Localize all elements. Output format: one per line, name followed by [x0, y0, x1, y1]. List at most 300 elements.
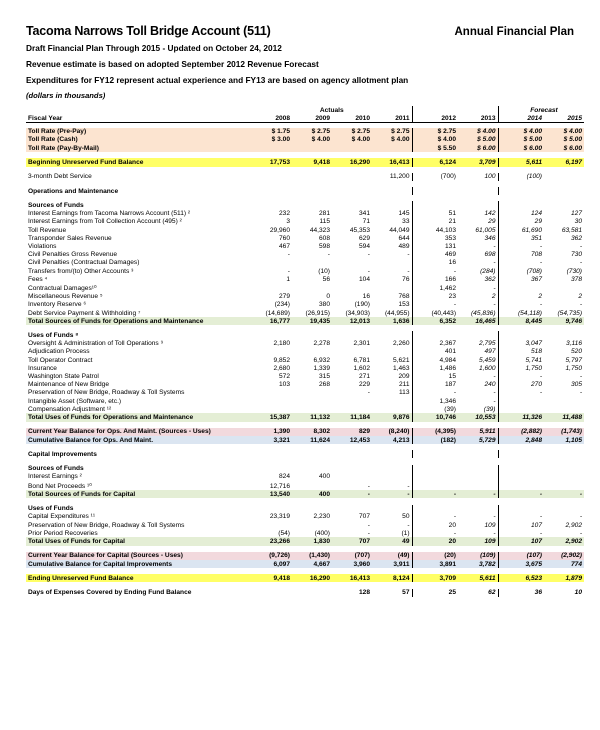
row-label: Total Uses of Funds for Capital	[26, 537, 252, 545]
cell-2014: (2,882)	[504, 428, 544, 436]
cell-2010: (707)	[332, 552, 372, 560]
cell-2015: 1,105	[544, 436, 584, 444]
cell-2010: 594	[358, 243, 370, 251]
row-label: Capital Improvements	[28, 450, 97, 458]
cell-2010: 16	[362, 293, 370, 301]
table-row-bond-net-proceeds	[26, 481, 584, 490]
table-row-interest-earnings	[26, 473, 584, 481]
cell-2013: $ 5.00	[458, 136, 498, 144]
cell-2012: (39)	[444, 405, 457, 413]
cell-2015: 1,750	[565, 364, 583, 372]
cell-2009: 115	[319, 218, 330, 226]
cell-2009: 598	[318, 243, 330, 251]
cell-2015: 30	[574, 218, 583, 226]
cell-2012: 1,462	[439, 284, 457, 292]
cell-2011: 3,911	[372, 560, 412, 568]
cell-2013	[458, 473, 498, 481]
cell-2012: 23	[448, 293, 457, 301]
cell-2010: -	[367, 529, 370, 537]
cell-2013: 346	[484, 234, 496, 242]
row-label: Preservation of New Bridge, Roadway & Toll Systems	[28, 521, 185, 529]
cell-2014: 61,690	[521, 226, 543, 234]
cell-2008: 23,266	[252, 537, 292, 545]
cell-2010: 104	[358, 275, 370, 283]
row-label: Compensation Adjustment ¹²	[28, 405, 112, 413]
cell-2013: 10,553	[458, 413, 498, 421]
cell-2011	[372, 450, 412, 458]
cell-2015	[544, 283, 584, 292]
cell-2012: (40,443)	[431, 309, 457, 317]
cell-2013: 3,782	[458, 560, 498, 568]
cell-2014: 5,611	[504, 158, 544, 166]
cell-2015	[544, 331, 584, 339]
row-label: Prior Period Recoveries	[28, 529, 98, 537]
cell-2012: 21	[448, 218, 457, 226]
cell-2008: $ 1.75	[252, 128, 292, 136]
cell-2012	[418, 465, 458, 473]
cell-2014: 270	[531, 381, 543, 389]
table-year-header	[26, 114, 584, 123]
row-label: Operations and Maintenance	[28, 187, 119, 195]
cell-2008	[252, 589, 292, 597]
row-label: Toll Rate (Pre-Pay)	[26, 128, 252, 136]
cell-2015: 2,902	[565, 521, 583, 529]
cell-2009: 0	[326, 293, 330, 301]
cell-2011	[372, 465, 412, 473]
cell-2015: 378	[571, 275, 583, 283]
cell-2012: 20	[418, 537, 458, 545]
cell-2015: -	[579, 259, 583, 267]
cell-2013	[458, 481, 498, 490]
units-note: (dollars in thousands)	[26, 91, 106, 101]
cell-2009: 44,323	[309, 226, 330, 234]
row-label: Cumulative Balance for Ops. And Maint.	[26, 436, 252, 444]
cell-2012	[418, 187, 458, 195]
cell-2012: 15	[448, 373, 457, 381]
cell-2015	[544, 473, 584, 481]
cell-2011: 113	[399, 389, 410, 397]
cell-2011: -	[407, 267, 410, 275]
cell-2014	[504, 473, 544, 481]
cell-2010	[332, 405, 372, 413]
cell-2008	[252, 173, 292, 181]
cell-2014: $ 6.00	[504, 144, 544, 152]
cell-2013: (39)	[483, 405, 496, 413]
table-row-civil-penalties-contractual-damages	[26, 259, 584, 267]
row-label: Sources of Funds	[28, 202, 84, 210]
cell-2012: 1,346	[439, 397, 457, 405]
cell-2008	[252, 450, 292, 458]
cell-2009: 19,435	[292, 317, 332, 325]
cell-2011: -	[407, 521, 410, 529]
cell-2015: 1,879	[544, 574, 584, 582]
cell-2014	[504, 505, 544, 513]
table-row-current-year-balance-for-capital-sources-uses	[26, 552, 584, 560]
table-row-transponder-sales-revenue	[26, 234, 584, 242]
cell-2010: 829	[332, 428, 372, 436]
cell-2010	[332, 505, 372, 513]
cell-2012: $ 2.75	[418, 128, 458, 136]
cell-2011: 16,413	[372, 158, 412, 166]
table-row-toll-revenue	[26, 226, 584, 234]
cell-2013: 62	[488, 589, 496, 597]
cell-2009: -	[327, 251, 330, 259]
cell-2012: 6,352	[418, 317, 458, 325]
cell-2008	[252, 465, 292, 473]
cell-2009	[292, 405, 332, 413]
cell-2014: -	[539, 529, 543, 537]
cell-2008: 824	[278, 473, 290, 481]
cell-2015: (1,743)	[544, 428, 584, 436]
cell-2010: -	[367, 251, 370, 259]
cell-2011: 153	[398, 301, 410, 309]
cell-2014: (100)	[526, 173, 543, 181]
cell-2012: 44,103	[435, 226, 457, 234]
cell-2015: 362	[571, 234, 583, 242]
cell-2008: 3,321	[252, 436, 292, 444]
row-label: Intangible Asset (Software, etc.)	[28, 397, 122, 405]
year-header-2011: 2011	[372, 114, 412, 123]
cell-2011: (1)	[401, 529, 410, 537]
cell-2011: -	[372, 490, 412, 498]
table-row-transfers-from-to-other-accounts	[26, 267, 584, 275]
title-row	[26, 24, 574, 38]
table-row-preservation-of-new-bridge-roadway-toll-systems	[26, 521, 584, 529]
cell-2011: 1,636	[372, 317, 412, 325]
row-label: Capital Expenditures ¹¹	[28, 513, 96, 521]
year-header-2012: 2012	[418, 114, 458, 123]
cell-2014: 5,741	[525, 356, 543, 364]
cell-2015: 127	[571, 210, 583, 218]
cell-2011	[372, 348, 412, 356]
row-label: Transponder Sales Revenue	[28, 234, 112, 242]
row-label: Transfers from/(to) Other Accounts ³	[28, 267, 134, 275]
row-label: Maintenance of New Bridge	[28, 381, 110, 389]
cell-2008: (234)	[274, 301, 290, 309]
cell-2008	[252, 144, 292, 152]
cell-2009: 2,230	[313, 513, 330, 521]
financial-table	[26, 106, 584, 597]
cell-2015: -	[579, 243, 583, 251]
cell-2010: (190)	[354, 301, 370, 309]
table-row-compensation-adjustment	[26, 405, 584, 413]
cell-2012: $ 5.50	[418, 144, 458, 152]
cell-2012	[418, 331, 458, 339]
cell-2015: -	[579, 301, 583, 309]
row-label: Violations	[28, 243, 57, 251]
cell-2009: 1,830	[292, 537, 332, 545]
table-row-total-uses-of-funds-for-capital	[26, 537, 584, 545]
actuals-header: Actuals	[319, 106, 344, 114]
cell-2012: 6,124	[418, 158, 458, 166]
cell-2010: 71	[362, 218, 370, 226]
row-label: Total Sources of Funds for Operations and Maintenance	[26, 317, 252, 325]
cell-2013: -	[493, 373, 496, 381]
cell-2009: 400	[318, 473, 330, 481]
table-row-civil-penalties-gross-revenue	[26, 251, 584, 259]
year-header-2009: 2009	[292, 114, 332, 123]
cell-2014: (54,118)	[517, 309, 543, 317]
cell-2015: (54,735)	[557, 309, 583, 317]
cell-2013: 109	[458, 537, 498, 545]
cell-2015	[544, 450, 584, 458]
cell-2012: 20	[448, 521, 457, 529]
cell-2009: 2,278	[313, 340, 330, 348]
row-label: Beginning Unreserved Fund Balance	[26, 158, 252, 166]
header-note-2: Revenue estimate is based on adopted September 2012 Revenue Forecast	[26, 59, 319, 70]
cell-2009: 56	[322, 275, 330, 283]
cell-2009	[292, 389, 332, 397]
cell-2014	[504, 201, 544, 209]
financial-table-body	[26, 106, 584, 597]
cell-2015: -	[579, 513, 583, 521]
forecast-header: Forecast	[530, 106, 558, 114]
cell-2009	[292, 173, 332, 181]
cell-2010	[332, 348, 372, 356]
cell-2009	[292, 450, 332, 458]
cell-2012	[418, 481, 458, 490]
cell-2008: 16,777	[252, 317, 292, 325]
row-label: Total Sources of Funds for Capital	[26, 490, 252, 498]
cell-2011: 211	[399, 381, 410, 389]
cell-2009	[292, 259, 332, 267]
cell-2009: 11,624	[292, 436, 332, 444]
cell-2013: 362	[484, 275, 496, 283]
cell-2011: 76	[402, 275, 410, 283]
cell-2011	[372, 405, 412, 413]
cell-2012: 16	[448, 259, 457, 267]
cell-2013	[458, 465, 498, 473]
row-label: Days of Expenses Covered by Ending Fund Balance	[28, 589, 192, 597]
cell-2011	[372, 144, 412, 152]
cell-2010: 2,301	[353, 340, 370, 348]
cell-2014: 107	[504, 537, 544, 545]
cell-2013: $ 4.00	[458, 128, 498, 136]
cell-2010: $ 2.75	[332, 128, 372, 136]
cell-2014: 6,523	[504, 574, 544, 582]
cell-2009	[292, 521, 332, 529]
table-row-interest-earnings-from-tacoma-narrows-account-51	[26, 210, 584, 218]
table-row-operations-and-maintenance	[26, 187, 584, 195]
cell-2013	[458, 450, 498, 458]
cell-2014: 11,326	[504, 413, 544, 421]
fiscal-year-label: Fiscal Year	[26, 114, 252, 123]
cell-2012: 353	[445, 234, 457, 242]
cell-2011: 145	[398, 210, 410, 218]
cell-2011: 9,876	[372, 413, 412, 421]
cell-2013: -	[493, 397, 496, 405]
cell-2015: 5,797	[565, 356, 583, 364]
cell-2014: -	[539, 373, 543, 381]
table-row-washington-state-patrol	[26, 372, 584, 380]
cell-2008: 29,960	[269, 226, 290, 234]
cell-2009: 400	[292, 490, 332, 498]
table-row-miscellaneous-revenue	[26, 293, 584, 301]
table-row-preservation-of-new-bridge-roadway-toll-systems	[26, 389, 584, 397]
cell-2009: (1,430)	[292, 552, 332, 560]
cell-2015: 6,197	[544, 158, 584, 166]
cell-2009: 268	[318, 381, 330, 389]
cell-2013: 5,611	[458, 574, 498, 582]
cell-2008	[252, 187, 292, 195]
table-row-toll-rate-pre-pay	[26, 128, 584, 136]
cell-2009	[292, 348, 332, 356]
cell-2008: $ 3.00	[252, 136, 292, 144]
cell-2009	[292, 331, 332, 339]
row-label: Interest Earnings from Toll Collection Account (495) ²	[28, 218, 182, 226]
row-label: Ending Unreserved Fund Balance	[26, 574, 252, 582]
cell-2012	[418, 201, 458, 209]
cell-2015: 730	[571, 251, 583, 259]
cell-2011: 489	[398, 243, 410, 251]
cell-2015: $ 4.00	[544, 128, 584, 136]
cell-2011: 49	[372, 537, 412, 545]
cell-2011: $ 4.00	[372, 136, 412, 144]
cell-2012: 401	[445, 348, 457, 356]
cell-2015: 63,581	[561, 226, 583, 234]
cell-2014: 36	[534, 589, 543, 597]
cell-2015	[544, 465, 584, 473]
table-row-fees	[26, 275, 584, 283]
cell-2011: 209	[398, 373, 410, 381]
cell-2010: 629	[358, 234, 370, 242]
header-note-3: Expenditures for FY12 represent actual experience and FY13 are based on agency allotment plan	[26, 75, 409, 86]
table-row-oversight-administration-of-toll-operations	[26, 340, 584, 348]
cell-2012	[418, 505, 458, 513]
row-label: Washington State Patrol	[28, 373, 99, 381]
cell-2011: 11,200	[389, 173, 410, 181]
cell-2014: 518	[531, 348, 543, 356]
row-label: Total Uses of Funds for Operations and Maintenance	[26, 413, 252, 421]
row-label: Preservation of New Bridge, Roadway & Toll Systems	[28, 389, 185, 397]
header-note-1: Draft Financial Plan Through 2015 - Updated on October 24, 2012	[26, 43, 282, 53]
cell-2009	[292, 283, 332, 292]
cell-2013	[458, 505, 498, 513]
cell-2011: 2,260	[393, 340, 410, 348]
cell-2009: 4,667	[292, 560, 332, 568]
cell-2015: $ 6.00	[544, 144, 584, 152]
table-row-capital-expenditures	[26, 513, 584, 521]
cell-2014: $ 4.00	[504, 128, 544, 136]
row-label: 3-month Debt Service	[28, 173, 92, 181]
cell-2014: 29	[534, 218, 543, 226]
cell-2012: 51	[448, 210, 457, 218]
cell-2009: 1,339	[313, 364, 330, 372]
table-row-maintenance-of-new-bridge	[26, 381, 584, 389]
table-row-capital-improvements	[26, 450, 584, 458]
table-row-prior-period-recoveries	[26, 529, 584, 537]
row-label: Toll Revenue	[28, 226, 67, 234]
row-label: Contractual Damages¹⁰	[28, 284, 97, 292]
table-row-beginning-unreserved-fund-balance	[26, 158, 584, 166]
cell-2015: -	[579, 529, 583, 537]
cell-2008	[252, 331, 292, 339]
cell-2012	[418, 473, 458, 481]
cell-2008: 572	[278, 373, 290, 381]
cell-2014	[504, 465, 544, 473]
cell-2010: 1,602	[353, 364, 370, 372]
cell-2012: $ 4.00	[418, 136, 458, 144]
cell-2010: 229	[358, 381, 370, 389]
cell-2011: $ 2.75	[372, 128, 412, 136]
year-header-2014: 2014	[504, 114, 544, 123]
cell-2015: -	[579, 373, 583, 381]
cell-2013: 109	[484, 521, 496, 529]
cell-2010	[332, 450, 372, 458]
cell-2008: 3	[286, 218, 290, 226]
cell-2015: 11,488	[544, 413, 584, 421]
cell-2009: 281	[318, 210, 330, 218]
cell-2013: 5,459	[479, 356, 496, 364]
table-row-cumulative-balance-for-capital-improvements	[26, 560, 584, 568]
cell-2011: 50	[402, 513, 410, 521]
cell-2013: 142	[484, 210, 496, 218]
cell-2014: 2,848	[504, 436, 544, 444]
cell-2012: (700)	[440, 173, 457, 181]
cell-2015: -	[544, 490, 584, 498]
row-label: Debt Service Payment & Withholding ⁷	[28, 309, 141, 317]
cell-2010	[332, 465, 372, 473]
cell-2014: 3,675	[504, 560, 544, 568]
cell-2008: 13,540	[252, 490, 292, 498]
table-row-total-uses-of-funds-for-operations-and-maintenan	[26, 413, 584, 421]
cell-2010	[332, 259, 372, 267]
cell-2009	[292, 397, 332, 405]
cell-2015: 774	[544, 560, 584, 568]
cell-2013: -	[493, 389, 496, 397]
cell-2015	[544, 505, 584, 513]
cell-2013: -	[493, 513, 496, 521]
cell-2015: (730)	[566, 267, 583, 275]
cell-2008: -	[287, 267, 290, 275]
cell-2009: 315	[318, 373, 330, 381]
cell-2013: -	[493, 284, 496, 292]
cell-2010	[332, 397, 372, 405]
cell-2012: -	[453, 513, 457, 521]
cell-2008: 17,753	[252, 158, 292, 166]
cell-2009: 608	[318, 234, 330, 242]
table-row-intangible-asset-software-etc	[26, 397, 584, 405]
cell-2015	[544, 397, 584, 405]
year-header-2015: 2015	[544, 114, 584, 123]
cell-2009	[292, 481, 332, 490]
cell-2011	[372, 331, 412, 339]
cell-2013: 2	[491, 293, 496, 301]
cell-2008: 2,680	[273, 364, 290, 372]
cell-2013: -	[458, 490, 498, 498]
row-label: Adjudication Process	[28, 348, 90, 356]
cell-2015	[544, 187, 584, 195]
cell-2010: -	[332, 490, 372, 498]
cell-2010	[332, 473, 372, 481]
cell-2013: 1,600	[479, 364, 496, 372]
cell-2015	[544, 173, 584, 181]
cell-2009: 11,132	[292, 413, 332, 421]
cell-2014: 708	[531, 251, 543, 259]
cell-2010: 707	[358, 513, 370, 521]
cell-2013: 497	[484, 348, 496, 356]
table-row-violations	[26, 242, 584, 250]
cell-2008: (14,689)	[265, 309, 290, 317]
cell-2014: (708)	[526, 267, 543, 275]
cell-2010	[332, 283, 372, 292]
table-row-days-of-expenses-covered-by-ending-fund-balance	[26, 589, 584, 597]
cell-2008: 23,319	[269, 513, 290, 521]
cell-2013: 100	[484, 173, 496, 181]
cell-2013: 16,465	[458, 317, 498, 325]
row-label: Toll Operator Contract	[28, 356, 93, 364]
cell-2008	[252, 348, 292, 356]
